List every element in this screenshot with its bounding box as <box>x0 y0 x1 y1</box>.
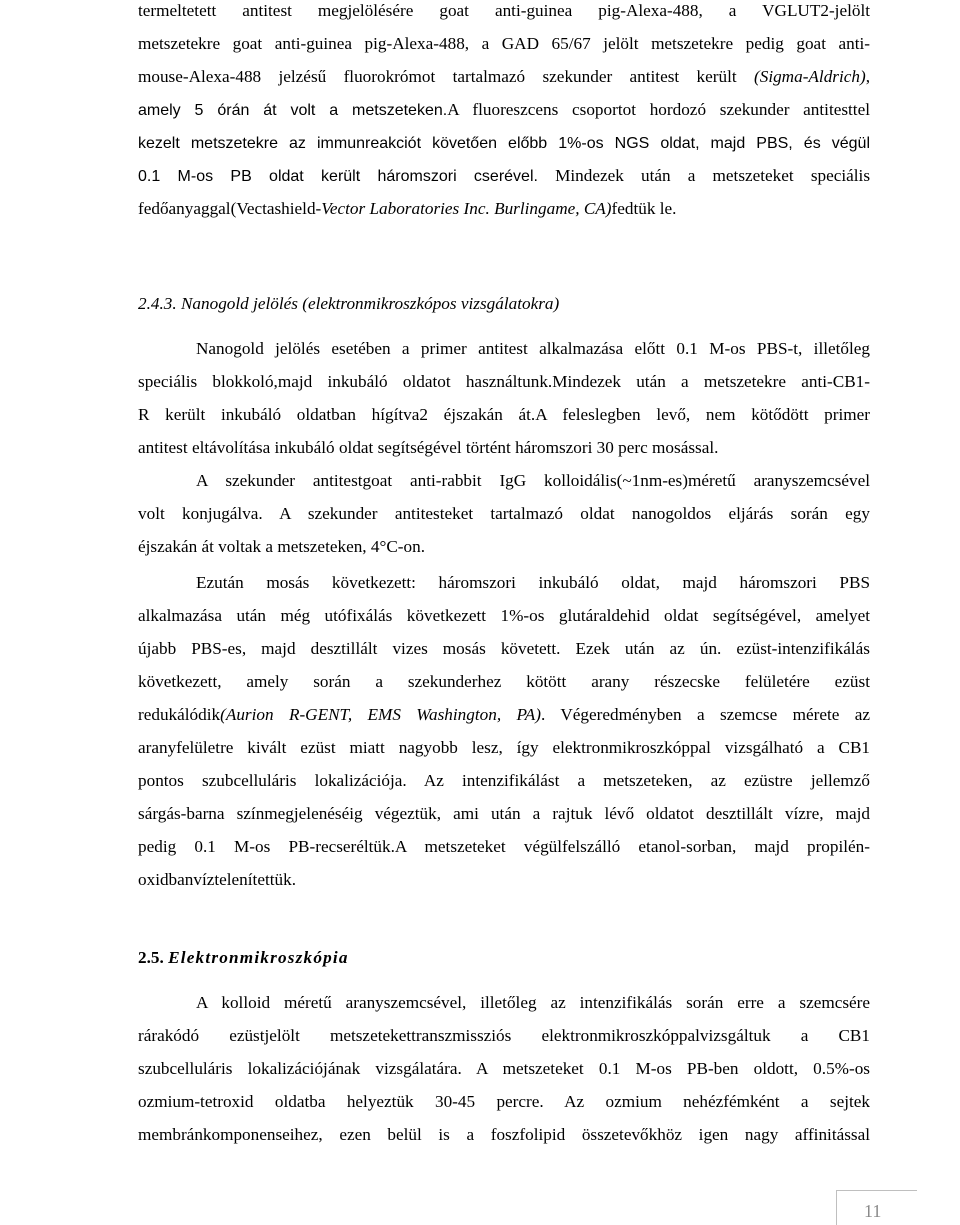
line-p5-l3 <box>138 1058 870 1080</box>
line-p4-l7 <box>138 770 870 792</box>
text-segment: metszetekre goat anti-guinea pig-Alexa-488, a GAD 65/67 jelölt metszetekre pedig goat anti- <box>138 34 870 53</box>
text-segment: amely 5 órán át volt a metszeteken. <box>138 102 448 119</box>
line-p5-l5 <box>138 1124 870 1146</box>
text-segment: szubcelluláris lokalizációjának vizsgálatára. A metszeteket 0.1 M-os PB-ben oldott, 0.5%-os <box>138 1059 870 1078</box>
text-segment: A fluoreszcens csoportot hordozó szekunder antitesttel <box>447 100 870 119</box>
text-segment: Vectashield- <box>236 199 322 218</box>
text-segment: R került inkubáló oldatban hígítva2 éjszakán át.A feleslegben levő, nem kötődött primer <box>138 405 870 424</box>
text-segment: rárakódó ezüstjelölt metszetekettranszmissziós elektronmikroszkóppalvizsgáltuk a CB1 <box>138 1026 870 1045</box>
text-segment: (Aurion R-GENT, EMS Washington, PA) <box>220 705 542 724</box>
text-segment: Ezután mosás következett: háromszori inkubáló oldat, majd háromszori PBS <box>196 573 870 592</box>
line-p4-l8 <box>138 803 870 825</box>
line-p3-l1 <box>196 470 870 492</box>
text-segment: kezelt metszetekre az immunreakciót követően előbb 1%-os NGS oldat, majd PBS, és végül <box>138 135 870 152</box>
text-segment: A szekunder antitestgoat anti-rabbit IgG kolloidális(~1nm-es)méretű aranyszemcsével <box>196 471 870 490</box>
text-segment: következett, amely során a szekunderhez kötött arany részecske felületére ezüst <box>138 672 870 691</box>
text-segment: 2.5. <box>138 948 169 967</box>
text-segment: éjszakán át voltak a metszeteken, 4°C-on. <box>138 537 426 556</box>
text-segment: membránkomponenseihez, ezen belül is a foszfolipid összetevőkhöz igen nagy affinitással <box>138 1125 870 1144</box>
line-p2-l3 <box>138 404 870 426</box>
text-segment: alkalmazása után még utófixálás következett 1%-os glutáraldehid oldat segítségével, amelyet <box>138 606 870 625</box>
text-segment: Mindezek után a metszeteket speciális <box>537 166 871 185</box>
line-p1-l3 <box>138 66 870 88</box>
text-segment: ozmium-tetroxid oldatba helyeztük 30-45 percre. Az ozmium nehézfémként a sejtek <box>138 1092 870 1111</box>
text-segment: újabb PBS-es, majd desztillált vizes mosás követett. Ezek után az ún. ezüst-intenzifikálás <box>138 639 870 658</box>
section-heading-2-5 <box>138 947 870 969</box>
line-p4-l3 <box>138 638 870 660</box>
line-p5-l4 <box>138 1091 870 1113</box>
text-segment: antitest eltávolítása inkubáló oldat segítségével történt háromszori 30 perc mosással. <box>138 438 719 457</box>
text-segment: speciális blokkoló,majd inkubáló oldatot használtunk.Mindezek után a metszetekre anti-CB1- <box>138 372 870 391</box>
line-p1-l6 <box>138 165 870 188</box>
line-p3-l3 <box>138 536 870 558</box>
line-p3-l2 <box>138 503 870 525</box>
text-segment: sárgás-barna színmegjelenéséig végeztük, ami után a rajtuk lévő oldatot desztillált vízre, majd <box>138 804 870 823</box>
line-p1-l5 <box>138 132 870 155</box>
line-p4-l9 <box>138 836 870 858</box>
text-segment: oxidbanvíztelenítettük. <box>138 870 296 889</box>
text-segment: 2.4.3. Nanogold jelölés (elektronmikroszkópos vizsgálatokra) <box>138 294 560 313</box>
text-segment: , <box>865 67 870 86</box>
line-p1-l7 <box>138 198 870 220</box>
text-segment: A kolloid méretű aranyszemcsével, illetőleg az intenzifikálás során erre a szemcsére <box>196 993 870 1012</box>
text-segment: fedőanyaggal( <box>138 199 237 218</box>
line-p4-l1 <box>196 572 870 594</box>
text-segment: Vector Laboratories Inc. Burlingame, CA) <box>321 199 612 218</box>
text-segment: termeltetett antitest megjelölésére goat anti-guinea pig-Alexa-488, a VGLUT2-jelölt <box>138 1 870 20</box>
line-p1-l1 <box>138 0 870 22</box>
line-p2-l2 <box>138 371 870 393</box>
page-number: 11 <box>864 1201 882 1221</box>
text-segment: redukálódik <box>138 705 221 724</box>
text-segment: mouse-Alexa-488 jelzésű fluorokrómot tartalmazó szekunder antitest került <box>138 67 754 86</box>
line-p5-l1 <box>196 992 870 1014</box>
line-p1-l2 <box>138 33 870 55</box>
text-segment: pontos szubcelluláris lokalizációja. Az intenzifikálást a metszeteken, az ezüstre jellemző <box>138 771 870 790</box>
line-p4-l5 <box>138 704 870 726</box>
text-segment: Elektronmikroszkópia <box>168 948 349 967</box>
text-segment: . Végeredményben a szemcse mérete az <box>541 705 870 724</box>
text-segment: Nanogold jelölés esetében a primer antitest alkalmazása előtt 0.1 M-os PBS-t, illetőleg <box>196 339 870 358</box>
text-segment: 0.1 M-os PB oldat került háromszori cserével. <box>138 168 538 185</box>
text-segment: aranyfelületre kivált ezüst miatt nagyobb lesz, így elektronmikroszkóppal vizsgálható a CB1 <box>138 738 870 757</box>
line-p4-l4 <box>138 671 870 693</box>
line-p4-l6 <box>138 737 870 759</box>
line-p2-l4 <box>138 437 870 459</box>
text-segment: (Sigma-Aldrich) <box>754 67 866 86</box>
line-p5-l2 <box>138 1025 870 1047</box>
text-segment: volt konjugálva. A szekunder antitesteket tartalmazó oldat nanogoldos eljárás során egy <box>138 504 870 523</box>
text-segment: fedtük le. <box>611 199 677 218</box>
line-p4-l10 <box>138 869 870 891</box>
line-p2-l1 <box>196 338 870 360</box>
text-segment: pedig 0.1 M-os PB-recseréltük.A metszeteket végülfelszálló etanol-sorban, majd propilén- <box>138 837 870 856</box>
section-heading-2-4-3 <box>138 293 870 315</box>
line-p4-l2 <box>138 605 870 627</box>
line-p1-l4 <box>138 99 870 122</box>
